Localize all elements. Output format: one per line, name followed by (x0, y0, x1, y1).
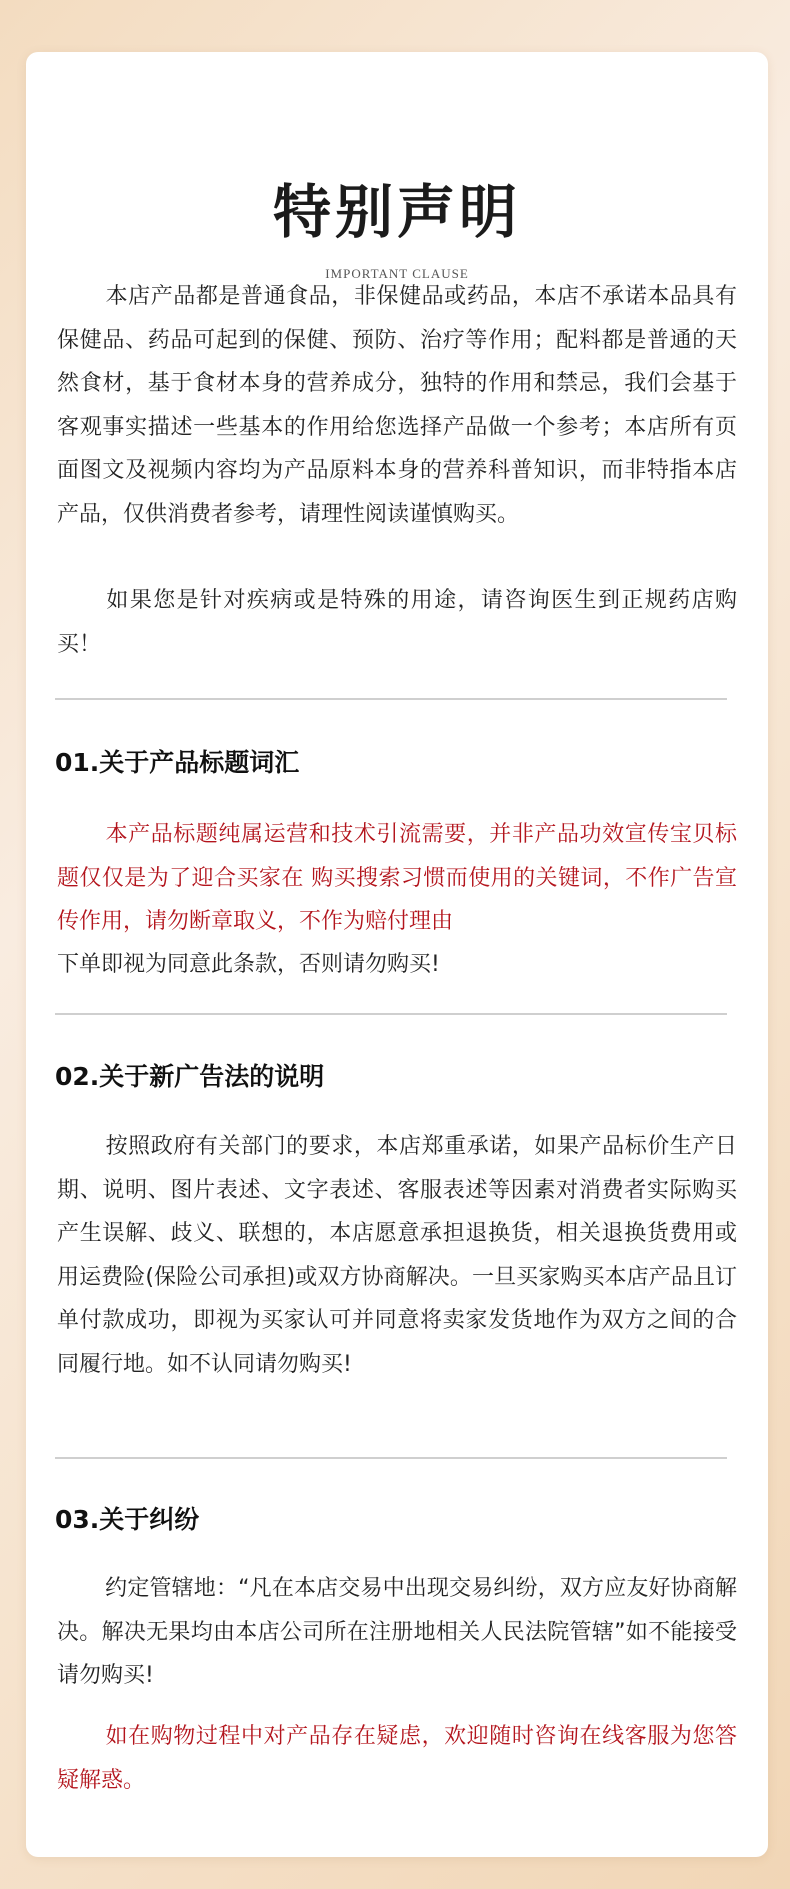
section-3-paragraph (57, 1567, 737, 1698)
section-heading-product-title: 01.关于产品标题词汇 (55, 748, 300, 777)
section-1-paragraph: 下单即视为同意此条款，否则请勿购买! (57, 952, 440, 977)
divider (55, 1013, 727, 1015)
statement-card (26, 52, 768, 1857)
intro-paragraph-1 (57, 275, 737, 536)
section-1-red-paragraph (57, 813, 737, 944)
section-heading-ad-law: 02.关于新广告法的说明 (55, 1062, 325, 1091)
section-3-text: 约定管辖地：“凡在本店交易中出现交易纠纷，双方应友好协商解决。解决无果均由本店公司所在注册地相关人民法院管辖”如不能接受请勿购买! (57, 1576, 737, 1688)
footer-notice-text: 如在购物过程中对产品存在疑虑，欢迎随时咨询在线客服为您答疑解惑。 (57, 1724, 737, 1793)
divider (55, 698, 727, 700)
section-1-red-text: 本产品标题纯属运营和技术引流需要，并非产品功效宣传宝贝标题仅仅是为了迎合买家在 购买搜索习惯而使用的关键词，不作广告宣传作用，请勿断章取义，不作为赔付理由 (57, 822, 737, 934)
page-title: 特别声明 (272, 178, 521, 246)
page-subtitle: IMPORTANT CLAUSE (325, 266, 469, 281)
section-2-text: 按照政府有关部门的要求，本店郑重承诺，如果产品标价生产日期、说明、图片表述、文字表述、客服表述等因素对消费者实际购买产生误解、歧义、联想的，本店愿意承担退换货，相关退换货费用或用运费险(保险公司承担)或双方协商解决。一旦买家购买本店产品且订单付款成功，即视为买家认可并同意将卖家发货地作为双方之间的合同履行地。如不认同请勿购买! (57, 1134, 737, 1377)
section-heading-disputes: 03.关于纠纷 (55, 1505, 200, 1534)
intro-paragraph-2-text: 如果您是针对疾病或是特殊的用途，请咨询医生到正规药店购买！ (57, 588, 737, 657)
intro-paragraph-2 (57, 579, 737, 666)
footer-notice (57, 1715, 737, 1802)
divider (55, 1457, 727, 1459)
intro-paragraph-1-text: 本店产品都是普通食品，非保健品或药品，本店不承诺本品具有保健品、药品可起到的保健、预防、治疗等作用；配料都是普通的天然食材，基于食材本身的营养成分，独特的作用和禁忌，我们会基于客观事实描述一些基本的作用给您选择产品做一个参考；本店所有页面图文及视频内容均为产品原料本身的营养科普知识，而非特指本店产品，仅供消费者参考，请理性阅读谨慎购买。 (57, 284, 737, 527)
section-2-paragraph (57, 1125, 737, 1386)
